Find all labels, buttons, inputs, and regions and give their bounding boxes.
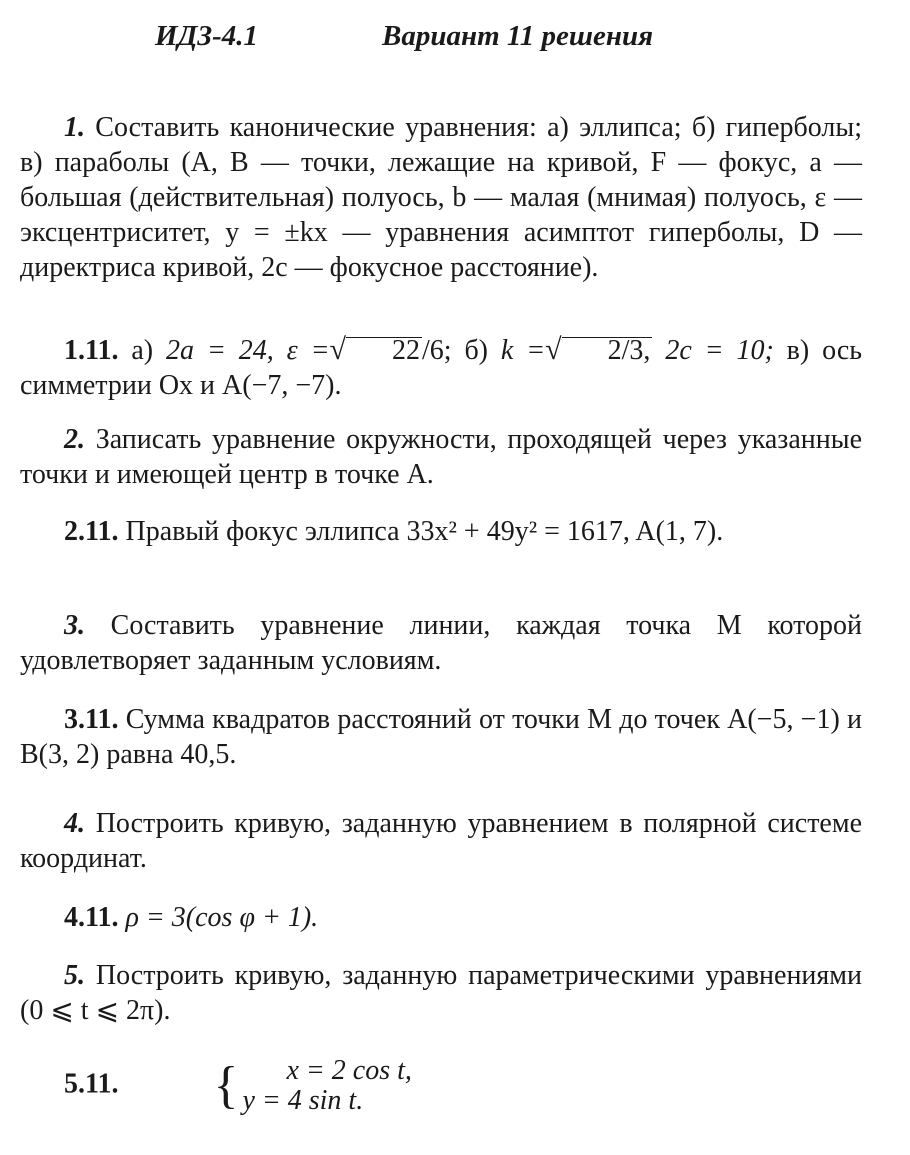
task-5-11: [20, 1056, 862, 1116]
task-5-11-number: 5.11.: [64, 1068, 119, 1100]
task-1-11-c-eq: 2c = 10;: [665, 335, 774, 366]
task-5-11-eq2: y = 4 sin t.: [242, 1085, 364, 1116]
task-3-number: 3.: [64, 610, 85, 641]
task-1-11-b-label: б): [464, 335, 489, 366]
task-5: [20, 958, 862, 1028]
equation-system: [125, 1056, 411, 1116]
task-1-11: [20, 332, 862, 403]
task-2-11-text: Правый фокус эллипса 33x² + 49y² = 1617, A(1, 7).: [125, 516, 724, 547]
task-4: [20, 806, 862, 876]
task-3: [20, 608, 862, 678]
task-1-11-eps: ε =: [286, 335, 330, 366]
task-5-text: Построить кривую, заданную параметрическими уравнениями (0 ⩽ t ⩽ 2π).: [20, 960, 862, 1026]
sqrt-sign: √: [545, 333, 562, 366]
task-3-text: Составить уравнение линии, каждая точка M которой удовлетворяет заданным условиям.: [20, 610, 862, 676]
variant-title: Вариант 11 решения: [382, 20, 654, 52]
brace-symbol: {: [213, 1057, 239, 1114]
task-1-11-sqrt2: 2/3,: [562, 337, 653, 364]
task-2-number: 2.: [64, 424, 85, 455]
page-header: [0, 20, 910, 64]
task-3-11: [20, 702, 862, 772]
task-1: [20, 110, 862, 285]
task-4-11: [20, 900, 862, 935]
task-4-number: 4.: [64, 808, 85, 839]
task-3-11-text: Сумма квадратов расстояний от точки M до точек A(−5, −1) и B(3, 2) равна 40,5.: [20, 704, 862, 770]
task-2-text: Записать уравнение окружности, проходящей через указанные точки и имеющей центр в точке A.: [20, 424, 862, 490]
task-1-number: 1.: [64, 112, 85, 143]
task-1-11-a-eq: 2a = 24,: [166, 335, 274, 366]
task-4-11-text: ρ = 3(cos φ + 1).: [125, 902, 319, 933]
task-1-11-c-label: в): [786, 335, 810, 366]
task-4-text: Построить кривую, заданную уравнением в полярной системе координат.: [20, 808, 863, 874]
task-2: [20, 422, 862, 492]
task-1-11-div1: /6;: [421, 335, 452, 366]
task-5-number: 5.: [64, 960, 85, 991]
assignment-code: ИДЗ-4.1: [155, 20, 259, 52]
task-5-11-eq1: x = 2 cos t,: [286, 1055, 412, 1086]
task-3-11-number: 3.11.: [64, 704, 119, 735]
task-1-11-sqrt1: 22: [346, 337, 422, 364]
sqrt-sign: √: [329, 333, 346, 366]
task-2-11: [20, 514, 862, 549]
task-1-11-a-label: а): [131, 335, 154, 366]
task-1-text: Составить канонические уравнения: а) эллипса; б) гиперболы; в) параболы (A, B — точки, лежащие на кривой, F — фокус, a — большая (действительная) полуось, b — малая (мнимая) полуось, ε — эксцентриситет, y = ±kx — уравнения асимптот гиперболы, D — директриса кривой, 2c — фокусное расстояние).: [20, 112, 863, 283]
task-4-11-number: 4.11.: [64, 902, 119, 933]
task-2-11-number: 2.11.: [64, 516, 119, 547]
task-1-11-k: k =: [500, 335, 546, 366]
task-1-11-number: 1.11.: [64, 335, 119, 366]
task-1-11-c-text: ось симметрии Ox и A(−7, −7).: [20, 335, 863, 401]
